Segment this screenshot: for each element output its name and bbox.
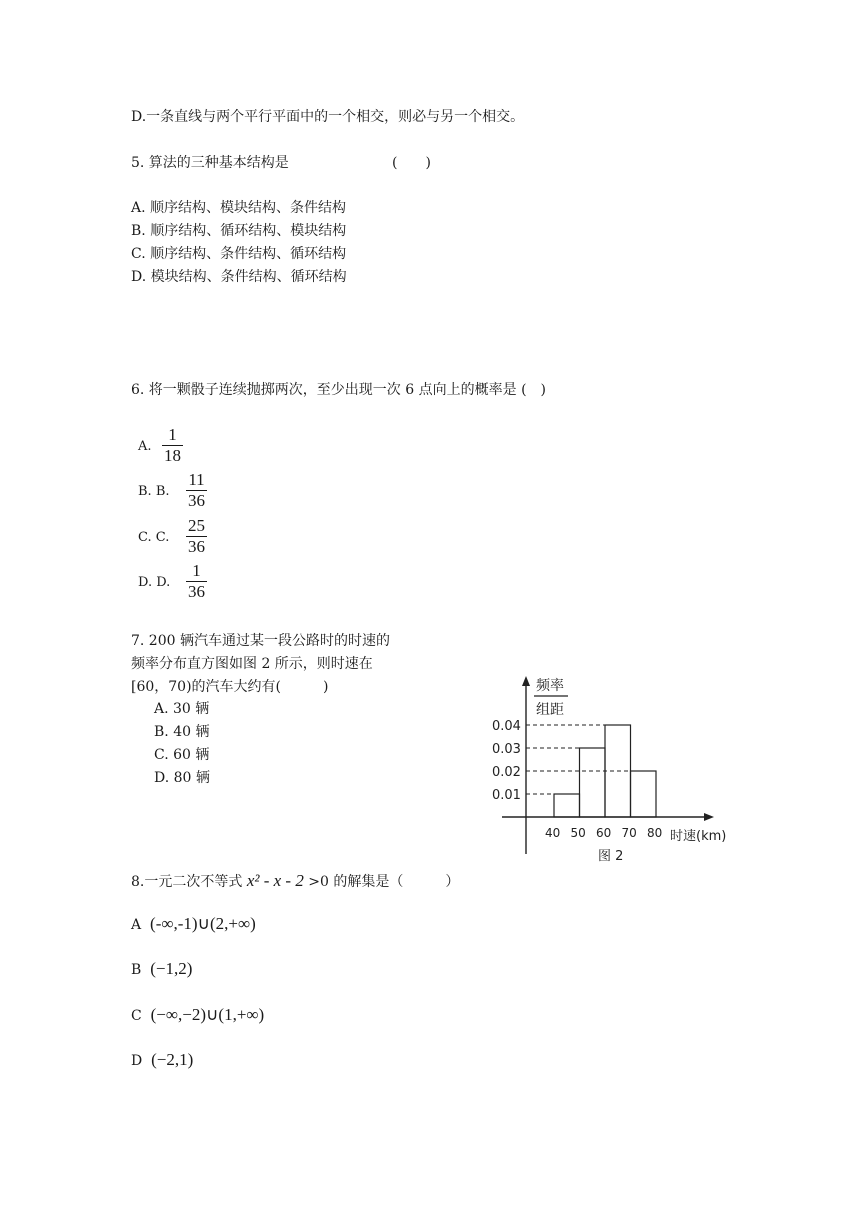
q5-option-a: A. 顺序结构、模块结构、条件结构 xyxy=(131,200,347,216)
q7-stem-line-2: 频率分布直方图如图 2 所示，则时速在 xyxy=(131,656,373,672)
fraction-numerator: 1 xyxy=(192,561,201,580)
option-label: B xyxy=(131,962,142,978)
fraction-numerator: 25 xyxy=(188,516,205,535)
x-tick-label-80: 80 xyxy=(647,826,663,840)
q8-inequality-expression: x² - x - 2 xyxy=(246,871,304,890)
q8-option-d xyxy=(131,1051,193,1070)
q5-option-d: D. 模块结构、条件结构、循环结构 xyxy=(131,269,347,285)
histogram-bar-4 xyxy=(631,771,657,817)
q8-option-c xyxy=(131,1006,264,1025)
q7-option-b: B. 40 辆 xyxy=(154,724,210,740)
option-value: (-∞,-1)∪(2,+∞) xyxy=(150,914,256,933)
q8-stem-before: 8.一元二次不等式 xyxy=(131,874,243,890)
y-tick-label-3: 0.03 xyxy=(492,742,521,757)
option-value: (−1,2) xyxy=(150,959,193,978)
q7-option-d: D. 80 辆 xyxy=(154,770,210,786)
q6-option-b-fraction xyxy=(186,470,207,511)
q6-stem: 6. 将一颗骰子连续抛掷两次，至少出现一次 6 点向上的概率是 ( ) xyxy=(131,382,546,398)
fraction-denominator: 36 xyxy=(188,582,205,601)
q6-option-a-fraction xyxy=(162,425,183,466)
option-value: (−∞,−2)∪(1,+∞) xyxy=(150,1005,265,1024)
y-axis-arrow xyxy=(522,676,530,686)
q6-option-d-fraction xyxy=(186,561,207,602)
fraction-numerator: 1 xyxy=(168,425,177,444)
q8-option-b xyxy=(131,960,192,979)
option-label: C xyxy=(131,1008,142,1024)
histogram-bar-2 xyxy=(580,748,606,817)
q5-answer-paren: ( ) xyxy=(392,155,431,171)
fraction-numerator: 11 xyxy=(188,470,205,489)
q7-option-a: A. 30 辆 xyxy=(154,701,210,717)
q5-option-c: C. 顺序结构、条件结构、循环结构 xyxy=(131,246,347,262)
x-tick-label-60: 60 xyxy=(596,826,612,840)
fraction-denominator: 18 xyxy=(164,446,181,465)
q8-stem-after: >0 的解集是（ ） xyxy=(308,874,460,890)
q4-option-d: D.一条直线与两个平行平面中的一个相交，则必与另一个相交。 xyxy=(131,109,525,125)
x-tick-label-70: 70 xyxy=(621,826,637,840)
q7-stem-line-1: 7. 200 辆汽车通过某一段公路时的时速的 xyxy=(131,633,390,649)
fraction-denominator: 36 xyxy=(188,491,205,510)
histogram-bar-1 xyxy=(554,794,580,817)
y-label-top: 频率 xyxy=(536,678,564,694)
q6-option-c-label: C. C. xyxy=(138,530,170,545)
q8-option-a xyxy=(131,915,256,934)
fraction-denominator: 36 xyxy=(188,537,205,556)
y-tick-label-4: 0.04 xyxy=(492,719,521,734)
x-axis-arrow xyxy=(704,813,714,821)
q6-option-b-label: B. B. xyxy=(138,484,170,499)
x-tick-label-40: 40 xyxy=(545,826,561,840)
q5-stem: 5. 算法的三种基本结构是 xyxy=(131,155,289,171)
q6-option-d-label: D. D. xyxy=(138,575,171,590)
y-label-bottom: 组距 xyxy=(536,702,564,718)
option-label: A xyxy=(131,917,142,933)
option-label: D xyxy=(131,1053,143,1069)
q8-stem xyxy=(131,872,459,891)
frequency-histogram xyxy=(488,672,758,867)
q6-option-c-fraction xyxy=(186,516,207,557)
q6-option-a-label: A. xyxy=(138,439,152,454)
q5-option-b: B. 顺序结构、循环结构、模块结构 xyxy=(131,223,347,239)
x-tick-label-50: 50 xyxy=(570,826,586,840)
q7-option-c: C. 60 辆 xyxy=(154,747,210,763)
option-value: (−2,1) xyxy=(151,1050,194,1069)
x-axis-label: 时速(km) xyxy=(670,829,727,844)
figure-caption: 图 2 xyxy=(598,849,624,864)
y-tick-label-2: 0.02 xyxy=(492,765,521,780)
y-tick-label-1: 0.01 xyxy=(492,788,521,803)
q7-stem-line-3: [60，70)的汽车大约有( ) xyxy=(131,679,329,695)
